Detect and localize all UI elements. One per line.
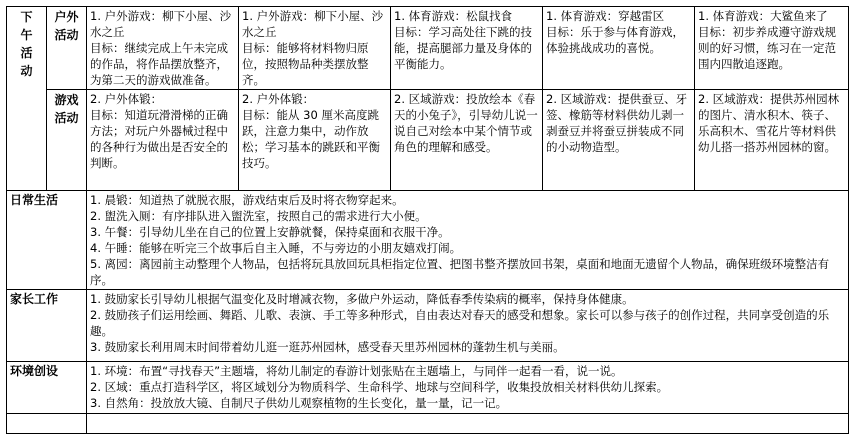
outdoor-cell-2: 1. 户外游戏：柳下小屋、沙水之丘 目标：能够将材料物归原位，按照物品种类摆放整齐。 — [239, 7, 391, 90]
game-cell-5: 2. 区域游戏：提供苏州园林的图片、清水积木、筷子、乐高积木、雪花片等材料供幼儿搭一搭苏州园林的窗。 — [695, 90, 849, 191]
parents-label: 家长工作 — [7, 290, 87, 362]
game-row — [7, 90, 849, 191]
daily-content: 1. 晨锻：知道热了就脱衣服，游戏结束后及时将衣物穿起来。 2. 盥洗入厕：有序排队进入盥洗室，按照自己的需求进行大小便。 3. 午餐：引导幼儿坐在自己的位置上安静就餐，保持桌面和衣服干净。 4. 午睡：能够在听完三个故事后自主入睡，不与旁边的小朋友嬉戏打闹。 5. 离园：离园前主动整理个人物品，包括将玩具放回玩具柜指定位置、把图书整齐摆放回书架，桌面和地面无遗留个人物品，确保班级环境整洁有序。 — [87, 191, 849, 290]
environment-row — [7, 362, 849, 414]
game-label: 游戏活动 — [47, 90, 87, 191]
environment-content: 1. 环境：布置“寻找春天”主题墙，将幼儿制定的春游计划张贴在主题墙上，与同伴一起看一看，说一说。 2. 区域：重点打造科学区，将区域划分为物质科学、生命科学、地球与空间科学，收集投放相关材料供幼儿探索。 3. 自然角：投放放大镜、自制尺子供幼儿观察植物的生长变化，量一量，记一记。 — [87, 362, 849, 414]
daily-row — [7, 191, 849, 290]
outdoor-cell-4: 1. 体育游戏：穿越雷区 目标：乐于参与体育游戏，体验挑战成功的喜悦。 — [543, 7, 695, 90]
trailing-row — [7, 414, 849, 434]
parents-content: 1. 鼓励家长引导幼儿根据气温变化及时增减衣物，多做户外运动，降低春季传染病的概率，保持身体健康。 2. 鼓励孩子们运用绘画、舞蹈、儿歌、表演、手工等多种形式，自由表达对春天的感受和想象。家长可以参与孩子的创作过程，共同享受创造的乐趣。 3. 鼓励家长利用周末时间带着幼儿逛一逛苏州园林，感受春天里苏州园林的蓬勃生机与美丽。 — [87, 290, 849, 362]
game-cell-3: 2. 区域游戏：投放绘本《春天的小兔子》，引导幼儿说一说自己对绘本中某个情节或角色的理解和感受。 — [391, 90, 543, 191]
daily-label: 日常生活 — [7, 191, 87, 290]
environment-label: 环境创设 — [7, 362, 87, 414]
outdoor-cell-1: 1. 户外游戏：柳下小屋、沙水之丘 目标：继续完成上午未完成的作品，将作品摆放整齐，为第二天的游戏做准备。 — [87, 7, 239, 90]
outdoor-row — [7, 7, 849, 90]
parents-row — [7, 290, 849, 362]
outdoor-cell-5: 1. 体育游戏：大鲨鱼来了 目标：初步养成遵守游戏规则的好习惯，练习在一定范围内四散追逐跑。 — [695, 7, 849, 90]
afternoon-label: 下午活动 — [7, 7, 47, 191]
game-cell-2: 2. 户外体锻： 目标：能从 30 厘米高度跳跃，注意力集中，动作放松；学习基本的跳跃和平衡技巧。 — [239, 90, 391, 191]
outdoor-cell-3: 1. 体育游戏：松鼠找食 目标：学习高处往下跳的技能，提高腿部力量及身体的平衡能力。 — [391, 7, 543, 90]
game-cell-4: 2. 区域游戏：提供蚕豆、牙签、橡筋等材料供幼儿剥一剥蚕豆并将蚕豆拼装成不同的小动物造型。 — [543, 90, 695, 191]
weekly-plan-table — [6, 6, 849, 434]
outdoor-label: 户外活动 — [47, 7, 87, 90]
trailing-label-cell — [7, 414, 87, 434]
game-cell-1: 2. 户外体锻： 目标：知道玩滑滑梯的正确方法；对玩户外器械过程中的各种行为做出是否安全的判断。 — [87, 90, 239, 191]
trailing-content-cell — [87, 414, 849, 434]
